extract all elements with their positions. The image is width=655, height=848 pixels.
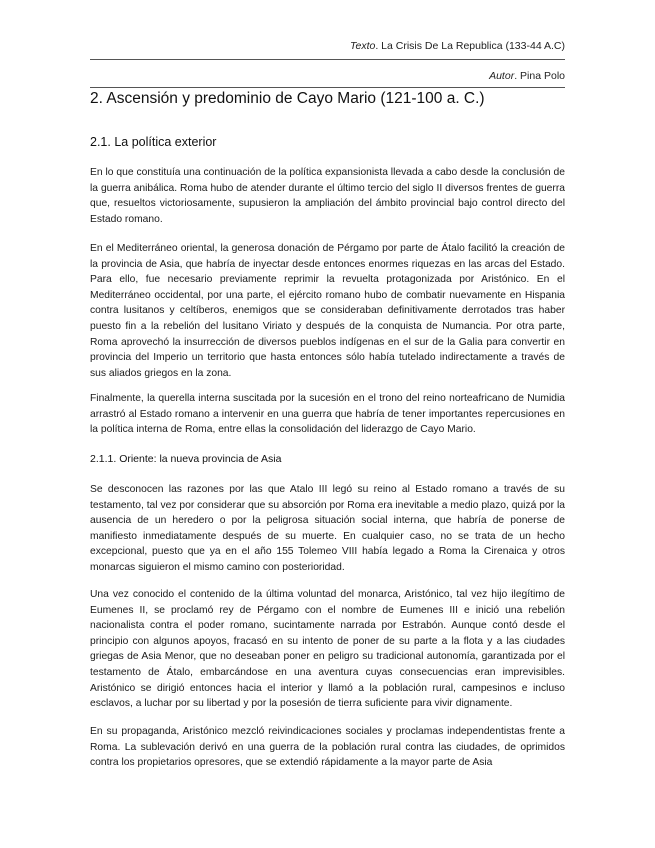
author-divider (90, 87, 565, 88)
paragraph: Se desconocen las razones por las que Atalo III legó su reino al Estado romano a través de su testamento, tal vez por considerar que su absorción por Roma era inevitable a medio plazo, quizá por la ausencia de un heredero o por la peligrosa situación social interna, que habría de ponerse de manifiesto inmediatamente después de su muerte. En cualquier caso, no se trata de un hecho excepcional, puesto que ya en el año 155 Tolemeo VIII había legado a Roma la Cirenaica y otros monarcas siguieron el mismo camino con posterioridad. (90, 484, 565, 573)
header-author-label: Autor (489, 70, 515, 82)
subsection-title: 2.1. La política exterior (90, 135, 217, 149)
paragraph: Una vez conocido el contenido de la última voluntad del monarca, Aristónico, tal vez hijo ilegítimo de Eumenes II, se proclamó rey de Pérgamo con el nombre de Eumenes III e inició una rebelión nacionalista contra el poder romano, sucintamente narrada por Estrabón. Aunque contó desde el principio con algunos apoyos, fracasó en su intento de poner de su parte a la flota y a las ciudades griegas de Asia Menor, que no deseaban poner en peligro su tradicional autonomía, garantizada por el testamento de Átalo, embarcándose en una aventura cuyas consecuencias eran imprevisibles. Aristónico se dirigió entonces hacia el interior y llamó a la población rural, campesinos e incluso esclavos, a luchar por su libertad y por la posesión de tierra suficiente para vivir dignamente. (90, 589, 565, 710)
header-author-value: . Pina Polo (514, 70, 565, 82)
header-text-line (350, 40, 565, 52)
section-title: 2. Ascensión y predominio de Cayo Mario (121-100 a. C.) (90, 90, 485, 107)
header-divider (90, 59, 565, 60)
paragraph: En lo que constituía una continuación de la política expansionista llevada a cabo desde la conclusión de la guerra anibálica. Roma hubo de atender durante el último tercio del siglo II diversos frentes de guerra que, resueltos victoriosamente, supusieron la ampliación del ámbito provincial bajo control directo del Estado romano. (90, 167, 565, 225)
paragraph: Finalmente, la querella interna suscitada por la sucesión en el trono del reino norteafricano de Numidia arrastró al Estado romano a intervenir en una guerra que habría de tener importantes repercusiones en la política interna de Roma, entre ellas la consolidación del liderazgo de Cayo Mario. (90, 393, 565, 436)
paragraph: En su propaganda, Aristónico mezcló reivindicaciones sociales y proclamas independentistas frente a Roma. La sublevación derivó en una guerra de la población rural contra las ciudades, de oprimidos contra los propietarios opresores, que se extendió rápidamente a la mayor parte de Asia (90, 726, 565, 769)
subsubsection-title: 2.1.1. Oriente: la nueva provincia de Asia (90, 453, 282, 465)
header-text-label: Texto (350, 40, 376, 52)
paragraph: En el Mediterráneo oriental, la generosa donación de Pérgamo por parte de Átalo facilitó la creación de la provincia de Asia, que habría de inyectar desde entonces enormes riquezas en las arcas del Estado. Para ello, fue necesario previamente reprimir la revuelta protagonizada por Aristónico. En el Mediterráneo occidental, por una parte, el ejército romano hubo de combatir nuevamente en Hispania contra lusitanos y celtíberos, enemigos que se consideraban definitivamente derrotados tras haber puesto fin a la rebelión del lusitano Viriato y después de la conquista de Numancia. Por otra parte, Roma aprovechó la insurrección de diversos pueblos indígenas en el sur de la Galia para convertir en provincia del Imperio un territorio que hasta entonces sólo había tutelado indirectamente a través de sus aliados griegos en la zona. (90, 243, 565, 379)
header-author-line (489, 70, 565, 82)
header-text-value: . La Crisis De La Republica (133-44 A.C) (375, 40, 565, 52)
